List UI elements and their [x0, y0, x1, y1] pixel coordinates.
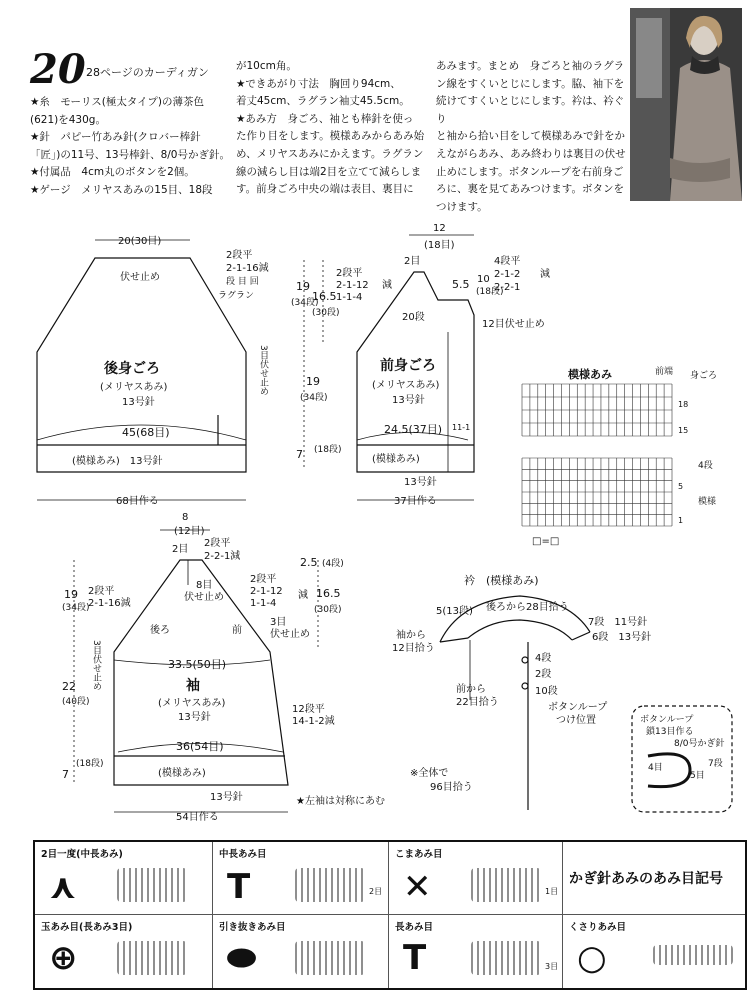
sleeve-left-rule-b: 2-1-16減	[88, 598, 131, 609]
sleeve-bind8b: 伏せ止め	[184, 592, 224, 603]
sleeve-rule-f: 減	[298, 590, 308, 601]
front-neck-rule-b: 2-1-2	[494, 269, 521, 280]
front-neck-bind: 12目伏せ止め	[482, 319, 545, 330]
back-h-rib-rows: (18段)	[314, 445, 342, 455]
sleeve-inc-a: 12段平	[292, 704, 325, 715]
loop-r5: 5目	[690, 771, 705, 781]
text-line: ★ゲージ メリヤスあみの15目、18段	[30, 183, 213, 196]
collar-rows13: 5(13段)	[436, 606, 473, 617]
sleeve-h-mid-rows: (30段)	[314, 605, 342, 615]
sleeve-rib-needle: 13号針	[210, 792, 243, 803]
back-h-raglan-rows: (34段)	[291, 298, 319, 308]
front-stitch: (メリヤスあみ)	[372, 380, 440, 391]
front-rule-c: 1-1-4	[336, 292, 363, 303]
single-crochet-symbol-icon: ✕	[403, 867, 432, 907]
sleeve-h-raglan: 19	[64, 588, 78, 601]
button-mark	[522, 683, 528, 689]
legend-tag: 1目	[545, 887, 559, 896]
text-line: えながらあみ、あみ終わりは裏目の伏せ	[436, 147, 626, 160]
text-line: た作り目をします。模様あみからあみ始	[236, 130, 425, 143]
sleeve-h-body-rows: (40段)	[62, 697, 90, 707]
sleeve-h-rib: 7	[62, 768, 69, 781]
text-line: つけます。	[436, 200, 488, 213]
chart-rows4: 4段	[698, 461, 713, 471]
legend-name: 2目一度(中長あみ)	[41, 849, 123, 860]
text-line: が10cm角。	[236, 60, 297, 72]
front-neck-rule-a: 4段平	[494, 256, 521, 267]
collar-pick-back: 後ろから28目拾う	[486, 602, 569, 613]
chart-pattern: 模様	[698, 497, 717, 507]
legend-name: 長あみ目	[395, 922, 434, 933]
crochet-legend	[33, 840, 747, 990]
stitch-swatch	[117, 868, 187, 902]
front-top2: 2目	[404, 256, 421, 267]
sleeve-h-rib-rows: (18段)	[76, 759, 104, 769]
text-line: ろに、裏を見てあみつけます。ボタンを	[436, 183, 624, 196]
legend-tag: 3目	[545, 962, 559, 971]
front-body-width: 24.5(37目)	[384, 423, 443, 436]
chart-row15: 15	[678, 426, 689, 435]
sleeve-rule-a: 2段平	[204, 538, 231, 549]
front-neck-h-rows: (18段)	[476, 287, 504, 297]
back-bind-off: 伏せ止め	[120, 272, 160, 283]
chart-front-edge: 前端	[655, 367, 674, 377]
front-neck-rule-c: 2-2-1	[494, 282, 521, 293]
sleeve-needle: 13号針	[178, 712, 211, 723]
legend-tag: 2目	[369, 887, 383, 896]
text-line: 止めにします。ボタンループを右前身ご	[436, 165, 624, 178]
legend-cell	[563, 915, 745, 988]
text-line: (621)を430g。	[30, 113, 106, 126]
sleeve-inc-b: 14-1-2減	[292, 716, 335, 727]
back-rib-label: (模様あみ) 13号針	[72, 456, 163, 467]
front-rib-needle: 13号針	[404, 477, 437, 488]
sleeve-bind3-r: 3目	[270, 617, 287, 628]
chart-row18: 18	[678, 400, 689, 409]
legend-title: かぎ針あみのあみ目記号	[569, 871, 723, 887]
text-line: ★できあがり寸法 胸回り94cm、	[236, 77, 401, 90]
sleeve-h-body: 22	[62, 680, 76, 693]
back-raglan-rule3: 段 目 回	[226, 277, 259, 287]
front-rib-label: (模様あみ)	[372, 454, 420, 465]
front-h-neck-rows: (30段)	[312, 308, 340, 318]
chart-body: 身ごろ	[690, 371, 718, 381]
front-edge: 11-1	[452, 423, 471, 432]
sleeve-title: 袖	[186, 678, 200, 694]
sleeve-h-mid: 16.5	[316, 587, 341, 600]
loop-r7: 7段	[708, 759, 723, 769]
sleeve-h-top: 2.5	[300, 556, 318, 569]
sleeve-top-sts: (12目)	[174, 526, 205, 537]
sleeve-front-label: 前	[232, 625, 242, 636]
pattern-chart-grid	[522, 384, 672, 526]
legend-cell	[389, 915, 563, 988]
decrease-symbol-icon: ⋏	[49, 867, 77, 907]
collar-sleeve-pick2: 12目拾う	[392, 643, 435, 654]
button-mark	[522, 657, 528, 663]
collar-front-pick2: 22目拾う	[456, 697, 499, 708]
stitch-swatch	[653, 945, 733, 965]
front-rule-d: 減	[382, 280, 392, 291]
chart-key: □=□	[532, 536, 560, 547]
front-neck-rule-d: 減	[540, 269, 550, 280]
back-h-body-rows: (34段)	[300, 393, 328, 403]
text-line: ★針 パピー竹あみ針(クロバー棒針	[30, 131, 201, 144]
front-title: 前身ごろ	[380, 358, 436, 374]
legend-name: こまあみ目	[395, 849, 443, 860]
sleeve-h-top-rows: (4段)	[322, 559, 344, 569]
pattern-number: 20	[30, 46, 86, 93]
text-line: 続けてすくいとじにします。衿は、衿ぐり	[436, 95, 625, 125]
sleeve-top-width: 8	[182, 512, 189, 523]
back-stitch: (メリヤスあみ)	[100, 382, 168, 393]
loop-line2: 8/0号かぎ針	[674, 739, 725, 749]
legend-cell	[213, 915, 389, 988]
text-line: ★あみ方 身ごろ、袖とも棒針を使っ	[236, 112, 414, 125]
front-rule-a: 2段平	[336, 268, 363, 279]
text-line: ン線をすくいとじにします。脇、袖下を	[436, 77, 625, 90]
legend-title-cell	[563, 842, 745, 915]
stitch-swatch	[295, 868, 365, 902]
back-cast-on: 68目作る	[116, 496, 159, 507]
legend-cell	[35, 842, 213, 915]
sleeve-stitch: (メリヤスあみ)	[158, 698, 226, 709]
collar-front-pick: 前から	[456, 684, 486, 695]
sleeve-left-rule-a: 2段平	[88, 586, 115, 597]
back-needle: 13号針	[122, 397, 155, 408]
sleeve-rib-label: (模様あみ)	[158, 768, 206, 779]
collar-total: ※全体で	[410, 768, 449, 779]
collar-title: 衿 (模様あみ)	[464, 574, 539, 587]
loop-r4: 4目	[648, 763, 663, 773]
sleeve-h-raglan-rows: (34段)	[62, 603, 90, 613]
front-neck-h: 10	[477, 274, 490, 285]
legend-cell	[389, 842, 563, 915]
front-top-width: 12	[433, 223, 446, 234]
front-top-sts: (18目)	[424, 240, 455, 251]
sleeve-rule-e: 1-1-4	[250, 598, 277, 609]
legend-name: 玉あみ目(長あみ3目)	[41, 922, 133, 933]
slip-stitch-symbol-icon: ⬬	[227, 938, 257, 978]
back-top-width: 20(30目)	[118, 236, 162, 247]
text-line: あみます。まとめ 身ごろと袖のラグラ	[436, 60, 625, 72]
text-line: す。前身ごろ中央の端は表目、裏目に	[236, 183, 414, 196]
chart-row5: 5	[678, 482, 684, 491]
back-h-raglan: 19	[296, 280, 310, 293]
back-h-rib: 7	[296, 448, 303, 461]
collar-rows6: 6段 13号針	[592, 632, 652, 643]
back-title: 後身ごろ	[104, 361, 160, 377]
back-raglan-note: ラグラン	[218, 291, 255, 301]
pattern-subtitle: 28ページのカーディガン	[86, 66, 209, 79]
legend-cell	[213, 842, 389, 915]
text-line: 「匠」)の11号、13号棒針、8/0号かぎ針。	[30, 148, 230, 161]
back-h-body: 19	[306, 375, 320, 388]
back-raglan-rule2: 2-1-16減	[226, 263, 269, 274]
half-double-symbol-icon: T	[227, 867, 251, 907]
double-crochet-symbol-icon: T	[403, 938, 427, 978]
collar-ends	[440, 632, 590, 642]
sleeve-bind3-l: 3目伏せ止め	[91, 640, 101, 691]
collar-total2: 96目拾う	[430, 782, 473, 793]
front-rows20: 20段	[402, 312, 425, 323]
loop-line1: 鎖13目作る	[646, 727, 694, 737]
sleeve-rule-b: 2-2-1減	[204, 551, 241, 562]
chart-title: 模様あみ	[568, 368, 612, 381]
back-body-width: 45(68目)	[122, 426, 170, 439]
stitch-swatch	[471, 941, 541, 975]
sleeve-bind3-r2: 伏せ止め	[270, 629, 310, 640]
back-side-bind: 3目伏せ止め	[258, 345, 268, 396]
sleeve-back-label: 後ろ	[150, 625, 170, 636]
front-h-neck: 16.5	[312, 290, 337, 303]
text-line: ★付属品 4cm丸のボタンを2個。	[30, 166, 195, 179]
legend-name: 中長あみ目	[219, 849, 267, 860]
collar-r4: 4段	[535, 653, 552, 664]
collar-loop-pos: ボタンループ	[548, 702, 608, 713]
stitch-swatch	[117, 941, 187, 975]
collar-r2: 2段	[535, 669, 552, 680]
bobble-symbol-icon: ⊕	[49, 938, 78, 978]
text-line: ★糸 モーリス(極太タイプ)の薄茶色	[30, 96, 204, 108]
sleeve-lower-width: 36(54目)	[176, 740, 224, 753]
sleeve-cast-on: 54目作る	[176, 812, 219, 823]
chart-row1: 1	[678, 516, 684, 525]
collar-inner	[468, 620, 572, 640]
sleeve-rule-c: 2段平	[250, 574, 277, 585]
stitch-swatch	[295, 941, 365, 975]
chain-symbol-icon: ○	[577, 938, 607, 978]
front-neck-w: 5.5	[452, 278, 470, 291]
text-line: 線の減らし目は端2目を立てて減らしま	[236, 165, 422, 178]
collar-sleeve-pick: 袖から	[396, 630, 426, 641]
front-rule-b: 2-1-12	[336, 280, 369, 291]
sleeve-rule-d: 2-1-12	[250, 586, 283, 597]
text-line: 着丈45cm、ラグラン袖丈45.5cm。	[236, 95, 410, 108]
sleeve-top2: 2目	[172, 544, 189, 555]
back-raglan-rule: 2段平	[226, 250, 253, 261]
sleeve-bind8: 8目	[196, 580, 213, 591]
collar-r10: 10段	[535, 686, 558, 697]
front-needle: 13号針	[392, 395, 425, 406]
sleeve-upper-width: 33.5(50目)	[168, 658, 227, 671]
collar-loop-pos2: つけ位置	[556, 715, 596, 726]
text-line: め、メリヤスあみにかえます。ラグラン	[236, 147, 424, 160]
text-line: と袖から拾い目をして模様あみで針をか	[436, 130, 625, 143]
stitch-swatch	[471, 868, 541, 902]
legend-name: 引き抜きあみ目	[219, 922, 286, 933]
sleeve-note: ★左袖は対称にあむ	[296, 796, 385, 807]
collar-rows7: 7段 11号針	[588, 617, 648, 628]
loop-title: ボタンループ	[640, 715, 694, 725]
legend-name: くさりあみ目	[569, 922, 627, 933]
legend-cell	[35, 915, 213, 988]
front-cast-on: 37目作る	[394, 496, 437, 507]
